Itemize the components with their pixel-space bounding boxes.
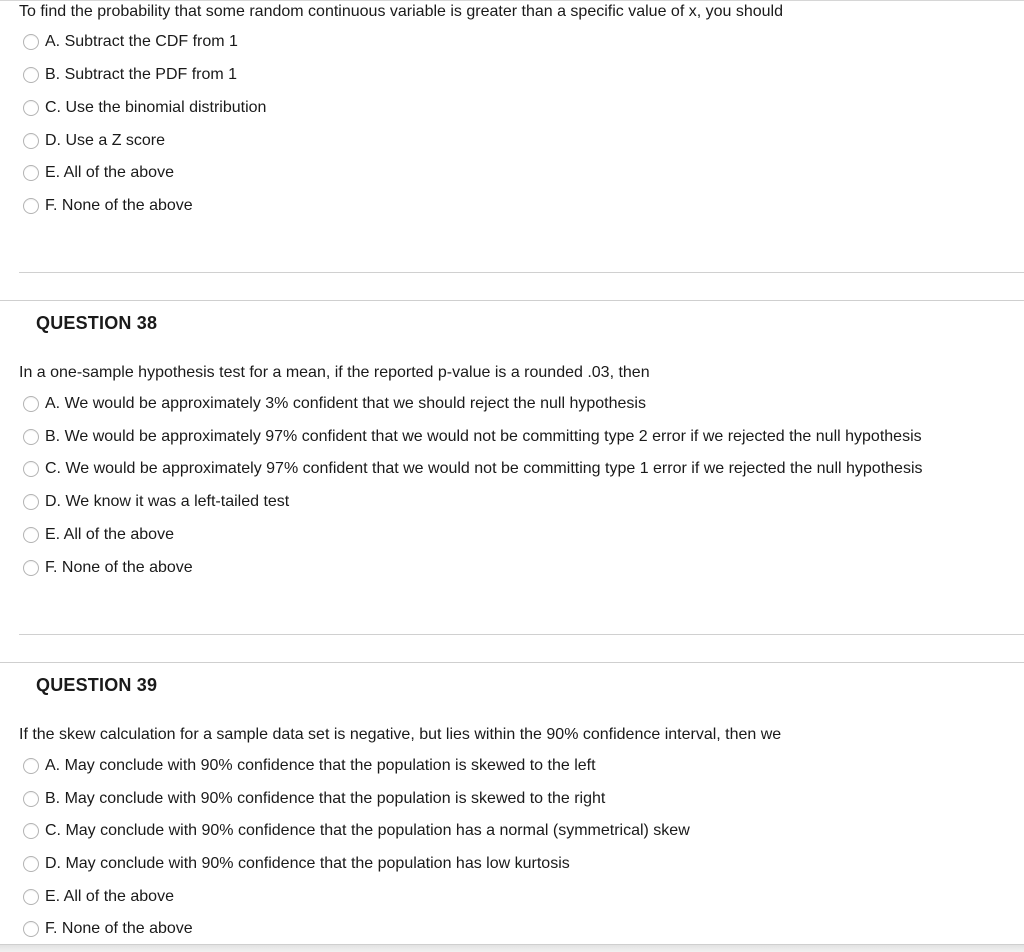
q39-option-e[interactable] [23, 886, 174, 908]
q38-top-divider [0, 300, 1024, 301]
question-38-prompt: In a one-sample hypothesis test for a mean, if the reported p-value is a rounded .03, then [19, 364, 650, 381]
q38-option-e-label[interactable]: E. All of the above [45, 526, 174, 543]
q39-option-c[interactable] [23, 820, 690, 842]
q39-option-b-radio[interactable] [23, 791, 39, 807]
q39-option-c-radio[interactable] [23, 823, 39, 839]
q37-option-e-radio[interactable] [23, 165, 39, 181]
q39-option-a-radio[interactable] [23, 758, 39, 774]
q38-bottom-divider [19, 634, 1024, 635]
q38-option-f-label[interactable]: F. None of the above [45, 559, 193, 576]
q39-top-divider [0, 662, 1024, 663]
question-37-prompt: To find the probability that some random continuous variable is greater than a specific value of x, you should [19, 3, 783, 20]
q37-option-f-radio[interactable] [23, 198, 39, 214]
q39-option-b[interactable] [23, 788, 605, 810]
q39-option-e-label[interactable]: E. All of the above [45, 888, 174, 905]
q37-option-d-radio[interactable] [23, 133, 39, 149]
q38-option-f-radio[interactable] [23, 560, 39, 576]
q39-option-a[interactable] [23, 755, 596, 777]
q37-option-f[interactable] [23, 195, 193, 217]
q37-option-d-label[interactable]: D. Use a Z score [45, 132, 166, 149]
q38-option-d-radio[interactable] [23, 494, 39, 510]
q37-option-c-radio[interactable] [23, 100, 39, 116]
q39-option-f-radio[interactable] [23, 921, 39, 937]
q38-option-b-label[interactable]: B. We would be approximately 97% confident that we would not be committing type 2 error if we rejected the null hypothesis [45, 428, 922, 445]
q38-option-a-label[interactable]: A. We would be approximately 3% confident that we should reject the null hypothesis [45, 395, 646, 412]
q37-option-e[interactable] [23, 162, 174, 184]
question-39-prompt: If the skew calculation for a sample data set is negative, but lies within the 90% confidence interval, then we [19, 726, 782, 743]
q38-option-e[interactable] [23, 524, 174, 546]
q37-bottom-divider [19, 272, 1024, 273]
q37-option-b-label[interactable]: B. Subtract the PDF from 1 [45, 66, 238, 83]
top-divider [0, 0, 1024, 1]
bottom-divider [0, 944, 1024, 952]
q38-option-c-radio[interactable] [23, 461, 39, 477]
q39-option-e-radio[interactable] [23, 889, 39, 905]
q37-option-f-label[interactable]: F. None of the above [45, 197, 193, 214]
q37-option-a-label[interactable]: A. Subtract the CDF from 1 [45, 33, 238, 50]
q38-option-c-label[interactable]: C. We would be approximately 97% confident that we would not be committing type 1 error if we rejected the null hypothesis [45, 460, 923, 477]
q38-option-f[interactable] [23, 557, 193, 579]
q37-option-e-label[interactable]: E. All of the above [45, 164, 174, 181]
q38-option-a-radio[interactable] [23, 396, 39, 412]
q37-option-b[interactable] [23, 64, 237, 86]
q39-option-a-label[interactable]: A. May conclude with 90% confidence that the population is skewed to the left [45, 757, 596, 774]
q39-option-d-radio[interactable] [23, 856, 39, 872]
q39-option-c-label[interactable]: C. May conclude with 90% confidence that the population has a normal (symmetrical) skew [45, 822, 690, 839]
q37-option-c-label[interactable]: C. Use the binomial distribution [45, 99, 267, 116]
q39-option-f-label[interactable]: F. None of the above [45, 920, 193, 937]
q37-option-c[interactable] [23, 97, 266, 119]
q38-option-d[interactable] [23, 491, 289, 513]
q38-option-b-radio[interactable] [23, 429, 39, 445]
q39-option-b-label[interactable]: B. May conclude with 90% confidence that the population is skewed to the right [45, 790, 606, 807]
q37-option-d[interactable] [23, 130, 165, 152]
q38-option-e-radio[interactable] [23, 527, 39, 543]
question-38-heading: QUESTION 38 [36, 313, 158, 333]
q38-option-a[interactable] [23, 393, 646, 415]
q37-option-a-radio[interactable] [23, 34, 39, 50]
q37-option-a[interactable] [23, 31, 238, 53]
q38-option-c[interactable] [23, 458, 923, 480]
q39-option-d-label[interactable]: D. May conclude with 90% confidence that the population has low kurtosis [45, 855, 570, 872]
q37-option-b-radio[interactable] [23, 67, 39, 83]
q39-option-d[interactable] [23, 853, 570, 875]
q38-option-d-label[interactable]: D. We know it was a left-tailed test [45, 493, 290, 510]
question-39-heading: QUESTION 39 [36, 675, 158, 695]
q39-option-f[interactable] [23, 918, 193, 940]
q38-option-b[interactable] [23, 426, 922, 448]
